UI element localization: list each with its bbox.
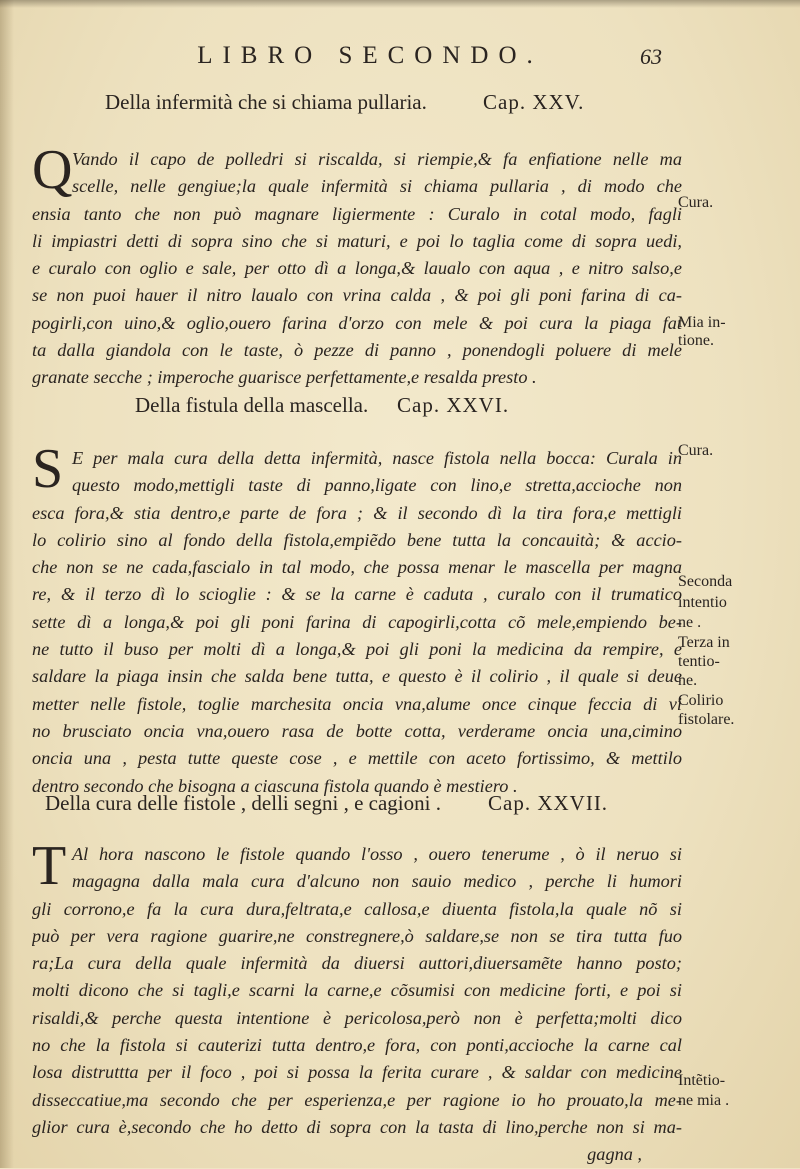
text-line: scelle, nelle gengiue;la quale infermità si chiama pullaria , di modo che [72,176,682,197]
text-line: lo colirio sino al fondo della fistola,empiẽdo bene tutta la concauità; & accio- [32,529,682,550]
margin-note: ne. [678,672,698,689]
text-line: ensia tanto che non può magnare ligiermente : Curalo in cotal modo, fagli [32,203,682,224]
text-line: re, & il terzo dì lo scioglie : & se la carne è caduta , curalo con il trumatico [32,584,682,605]
text-line: granate secche ; imperoche guarisce perfettamente,e resalda presto . [32,367,537,388]
chapter-number: Cap. XXVI. [397,393,510,417]
margin-note: Seconda [678,573,733,590]
text-line: losa distruttta per il foco , poi si possa la ferita curare , & saldar con medicine [32,1062,682,1083]
margin-note: Cura. [678,442,714,459]
margin-note: Cura. [678,194,714,211]
margin-note: ne . [678,614,702,631]
drop-cap: Q [32,139,73,201]
text-line: dentro secondo che bisogna a ciascuna fistola quando è mestiero . [32,775,518,796]
text-line: disseccatiue,ma secondo che per esperienza,e per ragione io ho prouato,la me- [32,1089,682,1110]
text-line: pogirli,con uino,& oglio,ouero farina d'orzo con mele & poi cura la piaga fat [32,312,682,333]
chapter-title: Della infermità che si chiama pullaria. [105,90,427,114]
text-line: risaldi,& perche questa intentione è pericolosa,però non è perfetta;molti dico [32,1007,682,1028]
chapter-title: Della fistula della mascella. [135,393,369,417]
text-line: glior cura è,secondo che ho detto di sopra con la tasta di lino,perche non si ma- [32,1116,682,1137]
text-line: e curalo con oglio e sale, per otto dì a longa,& laualo con aqua , e nitro salso,e [32,258,682,279]
margin-note: intentio [678,594,727,611]
text-line: saldare la piaga insin che salda bene tutta, e questo è il colirio , il quale si deue [32,666,682,687]
text-line: metter nelle fistole, toglie marchesita oncia vna,alume once cinque feccia di vi [32,693,682,714]
text-line: oncia una , pesta tutte queste cose , e mettile con aceto fortissimo, & mettilo [32,748,682,769]
text-line: ta dalla giandola con le taste, ò pezze di panno , ponendogli poluere di mele [32,340,682,361]
top-edge-shadow [0,0,800,8]
text-line: ne tutto il buso per molti dì a longa,& poi gli poni la medicina da rempire, e [32,639,682,660]
text-line: sette dì a longa,& poi gli poni farina di capogirli,cotta cõ mele,empiendo be- [32,611,682,632]
text-line: Al hora nascono le fistole quando l'osso , ouero tenerume , ò il neruo si [72,844,682,864]
text-line: no che la fistola si cauterizi tutta dentro,e fora, con ponti,accioche la carne cal [32,1035,682,1056]
text-line: esca fora,& stia dentro,e parte de fora ; & il secondo dì la tira fora,e mettigli [32,502,682,523]
text-line: gli corrono,e fa la cura dura,feltrata,e callosa,e diuenta fistola,la quale nõ si [32,898,682,919]
text-line: gagna , [587,1144,642,1165]
running-head: LIBRO SECONDO. [197,42,543,69]
text-line: che non se ne cada,fascialo in tal modo, che possa menar le mascella per magna [32,557,682,578]
margin-note: Mia in- [678,314,726,331]
page-number: 63 [640,44,662,69]
chapter-title: Della cura delle fistole , delli segni , e cagioni . [45,791,441,815]
chapter-26-body [32,445,682,800]
text-line: no brusciato oncia vna,ouero rasa de botte cotta, verderame oncia una,cimino [32,720,682,741]
drop-cap: S [32,438,64,500]
margin-note: fistolare. [678,711,735,728]
text-line: questo modo,mettigli taste di panno,ligate con lino,e stretta,accioche non [72,475,682,496]
margin-note: tione. [678,332,714,349]
margin-note: tentio- [678,653,720,670]
text-line: può per vera ragione guarire,ne constregnere,ò saldare,se non se tira tutta fuo [32,925,682,946]
chapter-25-body [32,146,682,392]
margin-note: Colirio [678,692,724,709]
text-line: se non puoi hauer il nitro laualo con vrina calda , & poi gli poni farina di ca- [32,285,682,306]
chapter-number: Cap. XXV. [483,90,585,114]
text-line: molti dicono che si tagli,e scarni la carne,e cõsumisi con medicine forti, e poi si [32,980,682,1001]
chapter-27-body [32,841,682,1169]
margin-note: ne mia . [678,1092,730,1109]
drop-cap: T [32,835,67,897]
text-line: ra;La cura della quale infermità da diuersi auttori,diuersamẽte hanno posto; [32,953,682,974]
binding-shadow [0,0,14,1168]
margin-note: Intẽtio- [678,1072,726,1089]
chapter-number: Cap. XXVII. [488,791,609,815]
text-line: E per mala cura della detta infermità, nasce fistola nella bocca: Curala in [72,448,682,468]
text-line: Vando il capo de polledri si riscalda, si riempie,& fa enfiatione nelle ma [72,149,682,169]
text-line: li impiastri detti di sopra sino che si maturi, e poi lo taglia come di sopra uedi, [32,230,682,251]
margin-note: Terza in [678,634,730,651]
text-line: magagna dalla mala cura d'alcuno non sauio medico , perche li humori [72,871,682,892]
